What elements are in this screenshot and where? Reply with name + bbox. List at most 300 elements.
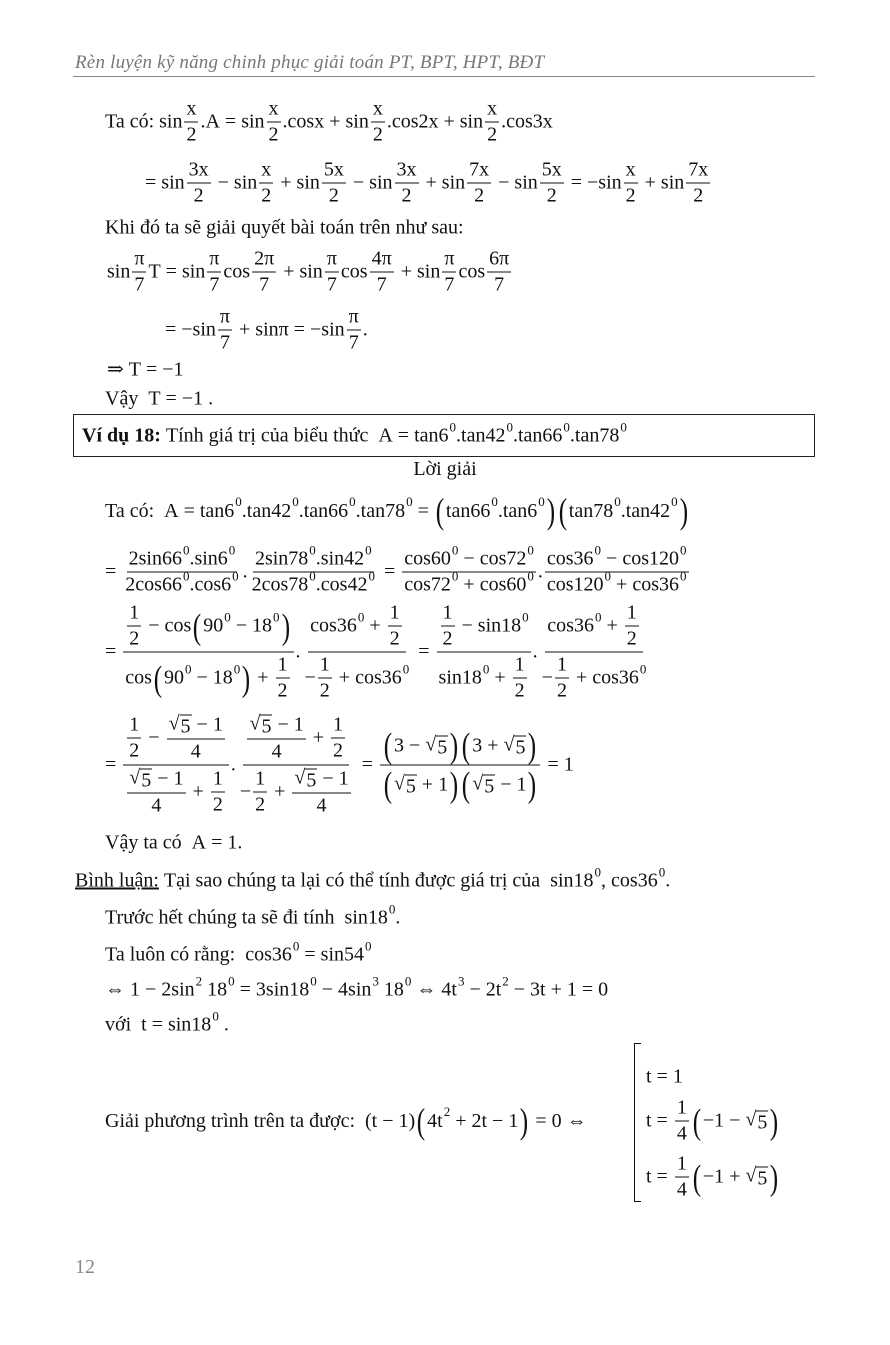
- math-text: 2: [442, 627, 453, 650]
- math-text: − sin18: [456, 614, 522, 637]
- math-text: = −sin: [165, 318, 216, 341]
- parenthesis: ): [528, 725, 537, 766]
- radicand: 5: [180, 715, 191, 738]
- text-line: [105, 217, 464, 240]
- fraction: [127, 602, 141, 651]
- fraction: [402, 542, 536, 597]
- math-text: 2π: [254, 247, 275, 270]
- fraction: [276, 654, 290, 703]
- math-text: .tan6: [497, 499, 538, 522]
- math-text: cos: [223, 260, 251, 283]
- math-text: + cos36: [611, 573, 679, 596]
- math-text: 7: [348, 331, 359, 354]
- math-text: − 1: [495, 773, 527, 795]
- denominator: [192, 184, 206, 208]
- superscript: 2: [502, 973, 509, 988]
- numerator: [127, 542, 238, 573]
- numerator: [243, 713, 349, 766]
- denominator: [675, 1178, 689, 1202]
- math-text: 1: [676, 1152, 687, 1175]
- parenthesis: (: [435, 491, 445, 531]
- superscript: 0: [506, 419, 513, 434]
- math-text: 3x: [396, 158, 417, 181]
- math-text: − 2t: [464, 978, 502, 1001]
- math-text: 1: [212, 767, 223, 790]
- math-text: 18: [202, 978, 228, 1001]
- radical-sign: √: [472, 772, 484, 794]
- math-text: .: [362, 318, 368, 341]
- math-text: 3 −: [393, 734, 426, 756]
- denominator: [325, 273, 339, 297]
- numerator: [487, 248, 511, 273]
- parenthesis: ): [770, 1101, 779, 1141]
- numerator: [395, 159, 419, 184]
- math-text: 2cos78: [251, 573, 309, 596]
- square-root: [294, 767, 317, 792]
- solution-heading: Lời giải: [413, 458, 477, 480]
- superscript: 0: [563, 419, 570, 434]
- denominator: [545, 184, 559, 208]
- math-text: − 18: [230, 614, 273, 637]
- denominator: [441, 627, 455, 651]
- numerator: [252, 248, 276, 273]
- superscript: 0: [491, 494, 498, 509]
- radical-sign: √: [745, 1164, 757, 1187]
- denominator: [267, 123, 281, 147]
- fraction: [487, 248, 511, 297]
- solution-line: [646, 1097, 780, 1146]
- math-text: tan66: [445, 499, 491, 522]
- parenthesis: (: [692, 1101, 702, 1141]
- math-text: 1: [626, 601, 637, 624]
- math-text: 1: [676, 1096, 687, 1119]
- square-root: [249, 713, 272, 738]
- math-text: t =: [646, 1165, 673, 1188]
- denominator: [123, 568, 240, 597]
- numerator: [545, 542, 689, 573]
- math-text: =: [105, 560, 122, 583]
- fraction: [485, 98, 499, 147]
- superscript: 0: [212, 1008, 219, 1023]
- math-text: − sin: [493, 171, 538, 194]
- math-text: = 1: [542, 753, 574, 776]
- square-root: [745, 1109, 768, 1134]
- fraction: [292, 767, 350, 818]
- parenthesis: (: [558, 491, 567, 531]
- numerator: [292, 767, 350, 794]
- square-root: [425, 733, 448, 758]
- superscript: 0: [273, 609, 280, 624]
- parenthesis: ): [242, 658, 251, 698]
- fraction: [127, 714, 141, 763]
- math-text: + sin: [639, 171, 685, 194]
- denominator: [211, 793, 225, 817]
- math-text: .cosx + sin: [282, 110, 369, 133]
- superscript: 0: [182, 542, 190, 557]
- square-root: [503, 733, 526, 758]
- radical-sign: √: [129, 766, 141, 789]
- math-text: Giải phương trình trên ta được: (t − 1): [105, 1109, 416, 1132]
- math-text: 2: [333, 739, 344, 762]
- math-text: − 1: [272, 713, 304, 736]
- denominator: [184, 123, 198, 147]
- math-text: 3 +: [472, 734, 504, 756]
- running-header: Rèn luyện kỹ năng chinh phục giải toán PT, BPT, HPT, BĐT: [75, 52, 545, 73]
- math-text: Trước hết chúng ta sẽ đi tính sin18: [105, 906, 388, 929]
- radical-sign: √: [249, 712, 261, 735]
- fraction: [322, 159, 346, 208]
- superscript: 0: [538, 494, 545, 509]
- math-text: 90: [163, 666, 184, 689]
- denominator: [513, 679, 527, 703]
- text-line: [105, 388, 213, 411]
- math-text: 5x: [323, 158, 344, 181]
- math-text: 2: [401, 184, 412, 207]
- numerator: [675, 1097, 689, 1122]
- math-text: .: [537, 560, 543, 583]
- numerator: [247, 713, 305, 740]
- fraction: [253, 768, 267, 817]
- math-text: .: [218, 1013, 229, 1036]
- radicand: 5: [515, 736, 526, 758]
- fraction: [167, 713, 225, 764]
- math-text: = sin54: [299, 943, 365, 966]
- math-text: .: [242, 560, 248, 583]
- math-line: [145, 159, 712, 208]
- denominator: [189, 740, 203, 764]
- math-text: Khi đó ta sẽ giải quyết bài toán trên như sau:: [105, 216, 464, 239]
- math-text: 2: [372, 123, 383, 146]
- superscript: 0: [233, 661, 241, 676]
- superscript: 0: [604, 568, 612, 583]
- math-text: 4: [316, 794, 327, 817]
- denominator: [442, 273, 456, 297]
- numerator: [322, 159, 346, 184]
- math-text: .: [532, 640, 538, 663]
- math-text: −: [304, 666, 316, 689]
- math-text: + sin: [275, 171, 320, 194]
- numerator: [513, 654, 527, 679]
- parenthesis: ): [520, 1101, 529, 1141]
- math-text: +: [269, 780, 291, 803]
- fraction: [370, 248, 394, 297]
- denominator: [625, 627, 639, 651]
- denominator: [250, 568, 377, 597]
- denominator: [259, 184, 273, 208]
- numerator: [123, 713, 229, 766]
- math-line: [107, 248, 513, 297]
- numerator: [253, 768, 267, 793]
- numerator: [259, 159, 273, 184]
- fraction: [184, 98, 198, 147]
- square-root: [129, 767, 152, 792]
- superscript: 0: [594, 864, 602, 879]
- math-line: [105, 938, 372, 967]
- math-text: π: [209, 247, 220, 270]
- radical-sign: √: [503, 733, 515, 755]
- parenthesis: ): [281, 606, 290, 646]
- math-text: , cos36: [601, 869, 658, 892]
- fraction: [555, 654, 569, 703]
- math-text: + sinπ = −sin: [234, 318, 345, 341]
- fraction: [442, 248, 456, 297]
- math-text: =: [105, 640, 122, 663]
- math-text: +: [364, 614, 386, 637]
- fraction: [540, 159, 564, 208]
- math-text: + cos36: [570, 666, 639, 689]
- commentary-line: [75, 864, 671, 893]
- numerator: [624, 159, 638, 184]
- math-text: 2: [255, 793, 266, 816]
- parenthesis: (: [153, 658, 163, 698]
- math-text: Ta có: A = tan6: [105, 499, 235, 522]
- math-text: cos36: [546, 547, 594, 570]
- math-text: + sin: [395, 260, 441, 283]
- math-text: 7: [376, 273, 387, 296]
- math-text: −: [143, 726, 165, 749]
- numerator: [127, 767, 185, 794]
- numerator: [123, 602, 293, 653]
- math-text: cos: [340, 260, 368, 283]
- math-text: 4: [190, 740, 201, 763]
- superscript: 0: [620, 419, 627, 434]
- radical-sign: √: [425, 733, 437, 755]
- math-text: cos120: [546, 573, 604, 596]
- numerator: [540, 159, 564, 184]
- numerator: [211, 768, 225, 793]
- radicand: 5: [261, 715, 272, 738]
- denominator: [318, 679, 332, 703]
- numerator: [545, 602, 642, 653]
- radicand: 5: [757, 1167, 768, 1190]
- parenthesis: ): [450, 725, 459, 766]
- numerator: [308, 602, 405, 653]
- math-text: x: [261, 158, 272, 181]
- math-line: [107, 357, 184, 382]
- math-text: .tan78: [355, 499, 406, 522]
- underlined-label: Bình luận:: [75, 869, 159, 892]
- math-line: [105, 493, 690, 529]
- fraction: [545, 542, 689, 597]
- math-text: cos36: [547, 614, 594, 637]
- denominator: [472, 184, 486, 208]
- fraction: [211, 768, 225, 817]
- math-text: π: [219, 305, 231, 328]
- math-text: t = 1: [646, 1065, 683, 1088]
- math-line: [165, 306, 368, 355]
- denominator: [371, 123, 385, 147]
- numerator: [167, 713, 225, 740]
- math-text: .cos42: [315, 573, 368, 596]
- math-text: .: [295, 640, 301, 663]
- denominator: [402, 568, 536, 597]
- parenthesis: ): [528, 764, 537, 805]
- math-text: tan78: [568, 499, 614, 522]
- math-text: 2: [319, 679, 330, 702]
- superscript: 0: [680, 542, 687, 557]
- math-text: 1: [277, 653, 288, 676]
- math-text: Ta có:: [105, 110, 160, 133]
- math-text: + sin: [420, 171, 466, 194]
- numerator: [318, 654, 332, 679]
- math-text: 2: [625, 184, 636, 207]
- math-text: =: [356, 753, 378, 776]
- math-text: 2: [261, 184, 272, 207]
- math-text: 2sin66: [128, 547, 182, 570]
- denominator: [400, 184, 414, 208]
- radicand: 5: [757, 1111, 768, 1134]
- denominator: [132, 273, 146, 297]
- math-text: 1: [333, 713, 344, 736]
- math-text: − 4sin: [316, 978, 372, 1001]
- math-line: [105, 713, 574, 818]
- denominator: [123, 766, 229, 818]
- fraction: [513, 654, 527, 703]
- superscript: 0: [182, 568, 190, 583]
- superscript: 0: [680, 568, 687, 583]
- math-text: 18: [378, 978, 404, 1001]
- math-text: 1: [389, 601, 400, 624]
- math-text: .tan42: [620, 499, 671, 522]
- math-text: +: [489, 666, 511, 689]
- denominator: [375, 273, 389, 297]
- numerator: [127, 602, 141, 627]
- superscript: 0: [310, 973, 317, 988]
- math-text: π: [326, 247, 337, 270]
- superscript: 0: [357, 609, 365, 624]
- parenthesis: (: [193, 606, 202, 646]
- superscript: 0: [404, 973, 412, 988]
- math-text: 2: [693, 184, 704, 207]
- superscript: 0: [671, 494, 678, 509]
- math-text: =: [378, 560, 401, 583]
- math-text: x: [372, 97, 383, 120]
- fraction: [123, 542, 240, 597]
- denominator: [485, 123, 499, 147]
- fraction: [331, 714, 345, 763]
- denominator: [127, 627, 141, 651]
- math-text: −1 +: [702, 1165, 746, 1188]
- radicand: 5: [484, 775, 495, 797]
- math-text: .A = sin: [200, 110, 265, 133]
- math-text: .sin42: [315, 547, 365, 570]
- math-text: 1: [129, 713, 140, 736]
- page-number: 12: [75, 1256, 95, 1278]
- parenthesis: (: [462, 764, 471, 805]
- superscript: 0: [614, 494, 621, 509]
- fraction: [252, 248, 276, 297]
- superscript: 0: [349, 494, 356, 509]
- fraction: [218, 306, 232, 355]
- denominator: [331, 739, 345, 763]
- parenthesis: ): [546, 491, 555, 531]
- math-text: − 3t + 1 = 0: [508, 978, 609, 1001]
- math-line: [105, 1103, 587, 1139]
- fraction: [371, 98, 385, 147]
- math-line: [105, 98, 553, 147]
- math-text: 2: [514, 679, 525, 702]
- math-text: − 1: [317, 767, 349, 790]
- math-text: 7: [134, 273, 145, 296]
- math-text: cos72: [404, 573, 451, 596]
- math-text: sin18: [438, 666, 482, 689]
- superscript: 0: [451, 542, 459, 557]
- math-text: +: [307, 726, 330, 749]
- math-text: −: [541, 666, 553, 689]
- radical-sign: √: [745, 1108, 757, 1131]
- math-text: + cos60: [458, 573, 527, 596]
- numerator: [267, 98, 281, 123]
- denominator: [238, 766, 355, 818]
- denominator: [624, 184, 638, 208]
- numerator: [132, 248, 146, 273]
- math-text: = 0 ⇔: [530, 1109, 587, 1132]
- numerator: [402, 542, 536, 573]
- fraction: [123, 602, 293, 703]
- superscript: 0: [228, 542, 236, 557]
- denominator: [149, 794, 163, 818]
- math-text: −1 −: [702, 1109, 746, 1132]
- parenthesis: (: [462, 725, 471, 766]
- math-text: .cos6: [189, 573, 232, 596]
- header-rule: [73, 76, 815, 77]
- denominator: [437, 653, 531, 703]
- denominator: [691, 184, 705, 208]
- math-text: 90: [203, 614, 224, 637]
- superscript: 0: [594, 609, 602, 624]
- math-text: 2: [268, 123, 279, 146]
- math-text: 1: [442, 601, 453, 624]
- math-text: 2: [129, 627, 140, 650]
- fraction: [127, 767, 185, 818]
- math-line: [105, 973, 609, 1002]
- math-text: 2: [129, 739, 140, 762]
- math-text: + 2t − 1: [450, 1109, 519, 1132]
- fraction: [380, 725, 541, 805]
- math-text: .tan78: [569, 424, 620, 447]
- math-text: 2: [389, 627, 400, 650]
- math-text: 2sin78: [254, 547, 309, 570]
- superscript: 0: [232, 568, 239, 583]
- math-text: 1: [319, 653, 330, 676]
- numerator: [370, 248, 394, 273]
- superscript: 0: [522, 609, 529, 624]
- math-text: t =: [646, 1109, 673, 1132]
- denominator: [347, 331, 361, 355]
- fraction: [395, 159, 419, 208]
- math-text: = sin: [145, 171, 185, 194]
- math-text: ⇔ 4t: [411, 978, 457, 1001]
- superscript: 0: [235, 494, 242, 509]
- math-text: .tan42: [241, 499, 292, 522]
- math-text: +: [601, 614, 623, 637]
- math-text: 1: [255, 767, 266, 790]
- math-text: 7: [326, 273, 337, 296]
- fraction: [540, 602, 649, 703]
- denominator: [257, 273, 271, 297]
- superscript: 0: [309, 542, 316, 557]
- numerator: [207, 248, 221, 273]
- math-text: 1: [556, 653, 567, 676]
- math-text: − 1: [152, 767, 184, 790]
- radicand: 5: [141, 769, 152, 792]
- denominator: [545, 568, 689, 597]
- math-text: .cos2x + sin: [386, 110, 484, 133]
- superscript: 3: [372, 973, 379, 988]
- numerator: [187, 159, 211, 184]
- math-text: 4: [151, 794, 162, 817]
- superscript: 0: [292, 494, 299, 509]
